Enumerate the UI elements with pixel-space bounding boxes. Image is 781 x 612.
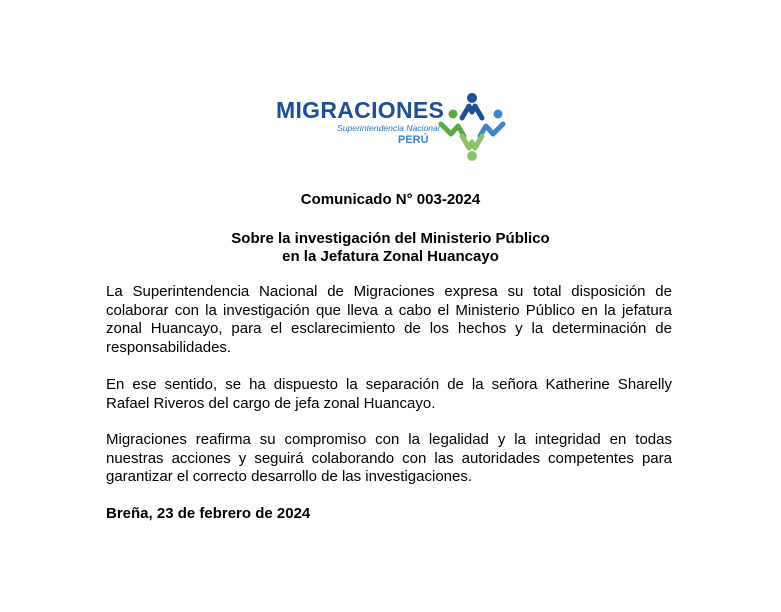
logo-head-bottom <box>467 151 477 161</box>
logo-subtitle: Superintendencia Nacional <box>337 123 440 133</box>
paragraph-2: En ese sentido, se ha dispuesto la separación de la señora Katherine Sharelly Rafael Riveros del cargo de jefa zonal Huancayo. <box>106 376 672 412</box>
logo-people-icon <box>436 92 508 162</box>
logo-head-top <box>467 93 477 103</box>
logo-head-right <box>494 110 503 119</box>
migraciones-logo <box>276 92 508 162</box>
logo-body-top <box>462 106 482 118</box>
communique-subject-line-1: Sobre la investigación del Ministerio Público <box>231 230 550 247</box>
logo-wordmark: MIGRACIONES <box>276 97 445 123</box>
logo-head-left <box>449 110 458 119</box>
place-and-date: Breña, 23 de febrero de 2024 <box>106 505 311 522</box>
communique-subject-line-2: en la Jefatura Zonal Huancayo <box>282 248 499 265</box>
paragraph-1: La Superintendencia Nacional de Migraciones expresa su total disposición de colaborar con la investigación que lleva a cabo el Ministerio Público en la jefatura zonal Huancayo, para el esclarecimiento de los hechos y la determinación de responsabilidades. <box>106 283 672 356</box>
logo-body-bottom <box>462 136 482 148</box>
logo-country: PERÚ <box>398 134 429 146</box>
communique-title: Comunicado N° 003-2024 <box>300 191 481 208</box>
paragraph-3: Migraciones reafirma su compromiso con la legalidad y la integridad en todas nuestras acciones y seguirá colaborando con las autoridades competentes para garantizar el correcto desarrollo de las investigaciones. <box>106 431 672 485</box>
